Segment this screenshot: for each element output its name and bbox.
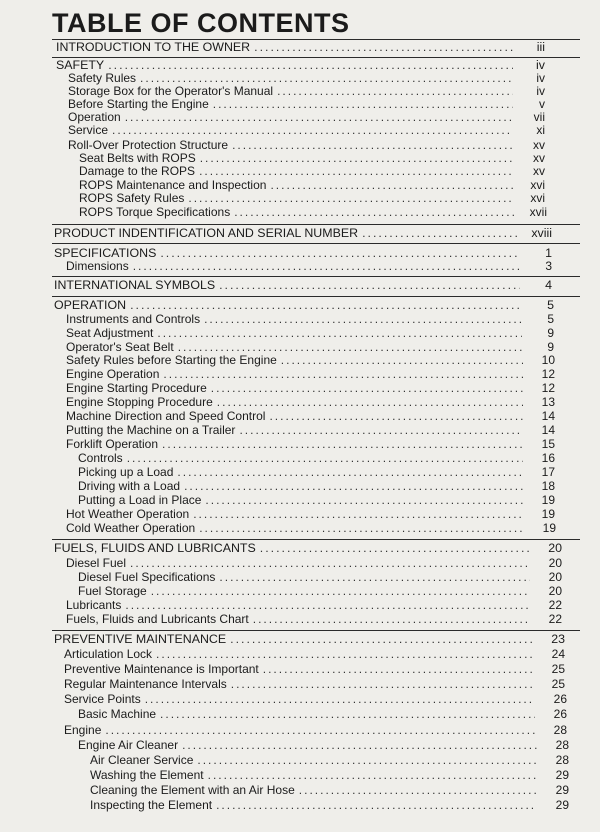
toc-entry-engine-starting[interactable]: Engine Starting Procedure ..... 12	[66, 381, 555, 395]
dot-leader	[112, 123, 513, 137]
section-rule	[52, 539, 580, 540]
toc-entry-safety-rules-before-starting[interactable]: Safety Rules before Starting the Engine ..... 10	[66, 353, 555, 367]
dot-leader	[260, 541, 530, 555]
toc-entry-rops-safety-rules[interactable]: ROPS Safety Rules ..... xvi	[79, 191, 545, 205]
dot-leader	[140, 71, 513, 85]
section-rule	[52, 276, 580, 277]
dot-leader	[211, 381, 523, 395]
toc-entry-diesel-fuel-specs[interactable]: Diesel Fuel Specifications ..... 20	[78, 570, 562, 584]
dot-leader	[162, 437, 523, 451]
dot-leader	[133, 259, 520, 273]
section-rule	[52, 224, 580, 225]
toc-entry-introduction[interactable]: INTRODUCTION TO THE OWNER ..... iii	[56, 40, 545, 54]
toc-entry-basic-machine[interactable]: Basic Machine ..... 26	[78, 707, 567, 721]
dot-leader	[151, 584, 530, 598]
dot-leader	[156, 647, 533, 661]
toc-entry-service[interactable]: Service ..... xi	[68, 123, 545, 137]
dot-leader	[219, 278, 520, 292]
toc-entry-rops-torque[interactable]: ROPS Torque Specifications ..... xvii	[79, 205, 547, 219]
toc-entry-engine-operation[interactable]: Engine Operation ..... 12	[66, 367, 555, 381]
toc-entry-articulation-lock[interactable]: Articulation Lock ..... 24	[64, 647, 565, 661]
dot-leader	[231, 677, 533, 691]
toc-entry-lubricants-chart[interactable]: Fuels, Fluids and Lubricants Chart ..... 22	[66, 612, 562, 626]
dot-leader	[184, 479, 523, 493]
toc-entry-specifications[interactable]: SPECIFICATIONS ..... 1	[54, 246, 552, 260]
dot-leader	[299, 783, 537, 797]
dot-leader	[157, 326, 522, 340]
toc-entry-seat-belts-rops[interactable]: Seat Belts with ROPS ..... xv	[79, 151, 545, 165]
toc-entry-maintenance-intervals[interactable]: Regular Maintenance Intervals ..... 25	[64, 677, 565, 691]
dot-leader	[270, 178, 513, 192]
toc-entry-engine[interactable]: Engine ..... 28	[64, 723, 567, 737]
toc-entry-putting-load-in-place[interactable]: Putting a Load in Place ..... 19	[78, 493, 555, 507]
dot-leader	[254, 40, 513, 54]
dot-leader	[145, 692, 535, 706]
toc-entry-operation[interactable]: OPERATION ..... 5	[54, 298, 554, 312]
dot-leader	[188, 191, 513, 205]
dot-leader	[204, 312, 522, 326]
toc-entry-safety-rules[interactable]: Safety Rules ..... iv	[68, 71, 545, 85]
dot-leader	[197, 753, 537, 767]
toc-entry-air-cleaner-service[interactable]: Air Cleaner Service ..... 28	[90, 753, 569, 767]
dot-leader	[199, 521, 524, 535]
dot-leader	[217, 395, 523, 409]
toc-entry-machine-direction[interactable]: Machine Direction and Speed Control ..... 14	[66, 409, 555, 423]
toc-entry-cold-weather[interactable]: Cold Weather Operation ..... 19	[66, 521, 556, 535]
toc-entry-lubricants[interactable]: Lubricants ..... 22	[66, 598, 562, 612]
toc-entry-storage-box[interactable]: Storage Box for the Operator's Manual ..... iv	[68, 84, 545, 98]
dot-leader	[269, 409, 523, 423]
dot-leader	[232, 138, 513, 152]
toc-entry-controls[interactable]: Controls ..... 16	[78, 451, 555, 465]
dot-leader	[234, 205, 515, 219]
toc-entry-driving-with-load[interactable]: Driving with a Load ..... 18	[78, 479, 555, 493]
toc-entry-service-points[interactable]: Service Points ..... 26	[64, 692, 567, 706]
toc-entry-pm-important[interactable]: Preventive Maintenance is Important ..... 25	[64, 662, 565, 676]
dot-leader	[130, 298, 522, 312]
toc-entry-cleaning-element-air-hose[interactable]: Cleaning the Element with an Air Hose ..... 29	[90, 783, 569, 797]
dot-leader	[230, 632, 533, 646]
toc-entry-seat-adjustment[interactable]: Seat Adjustment ..... 9	[66, 326, 554, 340]
dot-leader	[213, 97, 513, 111]
toc-entry-inspecting-element[interactable]: Inspecting the Element ..... 29	[90, 798, 569, 812]
dot-leader	[125, 110, 513, 124]
toc-entry-before-starting[interactable]: Before Starting the Engine ..... v	[68, 97, 545, 111]
dot-leader	[177, 465, 523, 479]
toc-entry-instruments-controls[interactable]: Instruments and Controls ..... 5	[66, 312, 554, 326]
dot-leader	[205, 493, 523, 507]
toc-entry-damage-rops[interactable]: Damage to the ROPS ..... xv	[79, 164, 545, 178]
dot-leader	[108, 58, 513, 72]
section-rule	[52, 296, 580, 297]
toc-entry-dimensions[interactable]: Dimensions ..... 3	[66, 259, 552, 273]
section-rule	[52, 630, 580, 631]
dot-leader	[200, 151, 513, 165]
dot-leader	[219, 570, 530, 584]
toc-entry-forklift-operation[interactable]: Forklift Operation ..... 15	[66, 437, 555, 451]
toc-entry-safety-operation[interactable]: Operation ..... vii	[68, 110, 545, 124]
dot-leader	[208, 768, 537, 782]
toc-entry-trailer[interactable]: Putting the Machine on a Trailer ..... 14	[66, 423, 555, 437]
toc-entry-diesel-fuel[interactable]: Diesel Fuel ..... 20	[66, 556, 562, 570]
dot-leader	[281, 353, 523, 367]
toc-entry-operator-seat-belt[interactable]: Operator's Seat Belt ..... 9	[66, 340, 554, 354]
toc-entry-engine-stopping[interactable]: Engine Stopping Procedure ..... 13	[66, 395, 555, 409]
dot-leader	[263, 662, 533, 676]
toc-entry-fuels-fluids[interactable]: FUELS, FLUIDS AND LUBRICANTS ..... 20	[54, 541, 562, 555]
dot-leader	[199, 164, 513, 178]
dot-leader	[193, 507, 523, 521]
toc-entry-washing-element[interactable]: Washing the Element ..... 29	[90, 768, 569, 782]
toc-entry-international-symbols[interactable]: INTERNATIONAL SYMBOLS ..... 4	[54, 278, 552, 292]
dot-leader	[130, 556, 530, 570]
dot-leader	[239, 423, 523, 437]
dot-leader	[127, 451, 523, 465]
toc-entry-fuel-storage[interactable]: Fuel Storage ..... 20	[78, 584, 562, 598]
dot-leader	[160, 707, 535, 721]
dot-leader	[105, 723, 535, 737]
dot-leader	[125, 598, 530, 612]
toc-entry-hot-weather[interactable]: Hot Weather Operation ..... 19	[66, 507, 555, 521]
dot-leader	[163, 367, 523, 381]
toc-entry-picking-up-load[interactable]: Picking up a Load ..... 17	[78, 465, 555, 479]
dot-leader	[160, 246, 520, 260]
toc-entry-rops[interactable]: Roll-Over Protection Structure ..... xv	[68, 138, 545, 152]
page-title: TABLE OF CONTENTS	[52, 8, 350, 38]
dot-leader	[182, 738, 537, 752]
dot-leader	[178, 340, 522, 354]
section-rule	[52, 243, 580, 244]
dot-leader	[277, 84, 513, 98]
toc-entry-safety[interactable]: SAFETY ..... iv	[56, 58, 545, 72]
toc-entry-product-identification[interactable]: PRODUCT INDENTIFICATION AND SERIAL NUMBER ..... xviii	[54, 226, 552, 240]
dot-leader	[253, 612, 530, 626]
dot-leader	[362, 226, 520, 240]
toc-entry-engine-air-cleaner[interactable]: Engine Air Cleaner ..... 28	[78, 738, 569, 752]
toc-entry-preventive-maintenance[interactable]: PREVENTIVE MAINTENANCE ..... 23	[54, 632, 565, 646]
dot-leader	[216, 798, 537, 812]
toc-entry-rops-maintenance[interactable]: ROPS Maintenance and Inspection ..... xvi	[79, 178, 545, 192]
